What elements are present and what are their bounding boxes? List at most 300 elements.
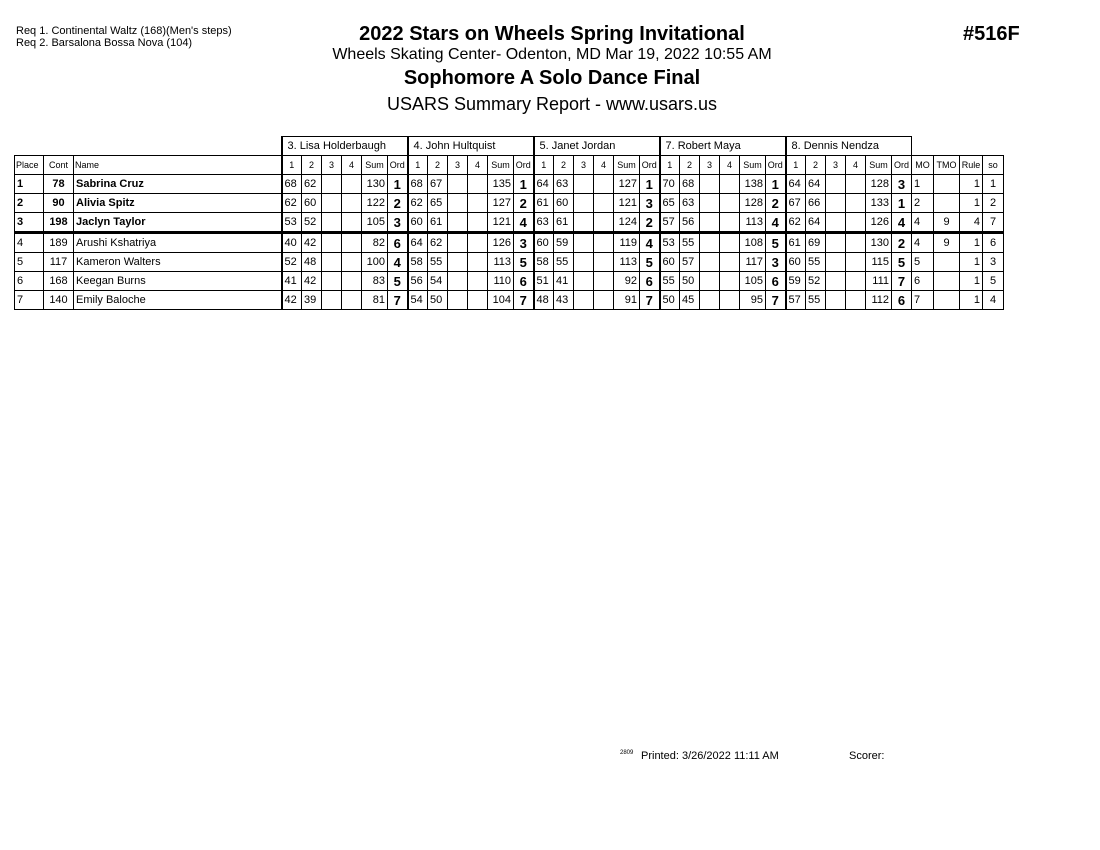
score-1-cell: 52 [282, 253, 302, 272]
name-cell: Keegan Burns [74, 272, 282, 291]
ord-cell: 2 [640, 213, 660, 233]
score-4-cell [342, 291, 362, 310]
ord-cell: 4 [514, 213, 534, 233]
sum-cell: 105 [740, 272, 766, 291]
rule-cell: 1 [960, 272, 983, 291]
name-header: Name [74, 156, 282, 175]
ord-header: Ord [388, 156, 408, 175]
judge-name: 8. Dennis Nendza [786, 137, 912, 156]
event-name: Sophomore A Solo Dance Final [403, 67, 701, 89]
score-4-cell [720, 253, 740, 272]
score-header: 2 [680, 156, 700, 175]
score-3-cell [826, 253, 846, 272]
cont-cell: 168 [44, 272, 74, 291]
score-2-cell: 41 [554, 272, 574, 291]
table-row [15, 233, 1004, 253]
score-3-cell [700, 291, 720, 310]
score-1-cell: 70 [660, 175, 680, 194]
ord-cell: 5 [388, 272, 408, 291]
event-number: #516F [963, 23, 1020, 45]
score-2-cell: 55 [554, 253, 574, 272]
sum-cell: 92 [614, 272, 640, 291]
ord-cell: 6 [514, 272, 534, 291]
sum-cell: 105 [362, 213, 388, 233]
printed-timestamp: Printed: 3/26/2022 11:11 AM [641, 750, 779, 762]
score-4-cell [720, 233, 740, 253]
tmo-cell: 9 [934, 233, 960, 253]
score-2-cell: 50 [428, 291, 448, 310]
sum-cell: 112 [866, 291, 892, 310]
score-1-cell: 60 [786, 253, 806, 272]
sum-cell: 115 [866, 253, 892, 272]
score-4-cell [594, 272, 614, 291]
table-row [15, 272, 1004, 291]
score-2-cell: 54 [428, 272, 448, 291]
score-2-cell: 64 [806, 175, 826, 194]
place-cell: 3 [15, 213, 44, 233]
score-2-cell: 55 [806, 253, 826, 272]
score-4-cell [468, 175, 488, 194]
sum-cell: 126 [488, 233, 514, 253]
mo-cell: 1 [912, 175, 934, 194]
score-1-cell: 54 [408, 291, 428, 310]
requirement-1: Req 1. Continental Waltz (168)(Men's steps) [16, 25, 232, 37]
sum-header: Sum [488, 156, 514, 175]
sum-cell: 133 [866, 194, 892, 213]
score-3-cell [700, 272, 720, 291]
ord-cell: 1 [892, 194, 912, 213]
sum-header: Sum [614, 156, 640, 175]
score-3-cell [826, 213, 846, 233]
score-2-cell: 60 [302, 194, 322, 213]
score-header: 2 [554, 156, 574, 175]
requirement-2: Req 2. Barsalona Bossa Nova (104) [16, 37, 193, 49]
tmo-header: TMO [934, 156, 960, 175]
score-2-cell: 50 [680, 272, 700, 291]
score-header: 3 [448, 156, 468, 175]
judge-name: 3. Lisa Holderbaugh [282, 137, 408, 156]
score-1-cell: 64 [408, 233, 428, 253]
ord-header: Ord [766, 156, 786, 175]
score-3-cell [448, 233, 468, 253]
score-2-cell: 42 [302, 233, 322, 253]
tmo-cell: 9 [934, 213, 960, 233]
score-4-cell [720, 213, 740, 233]
name-cell: Sabrina Cruz [74, 175, 282, 194]
tmo-cell [934, 272, 960, 291]
score-1-cell: 59 [786, 272, 806, 291]
tmo-cell [934, 175, 960, 194]
score-2-cell: 66 [806, 194, 826, 213]
score-1-cell: 62 [282, 194, 302, 213]
ord-cell: 4 [892, 213, 912, 233]
score-4-cell [846, 233, 866, 253]
requirements-list [16, 25, 232, 49]
cont-cell: 90 [44, 194, 74, 213]
sum-cell: 83 [362, 272, 388, 291]
score-1-cell: 48 [534, 291, 554, 310]
score-4-cell [846, 291, 866, 310]
score-1-cell: 41 [282, 272, 302, 291]
sum-cell: 130 [866, 233, 892, 253]
score-2-cell: 43 [554, 291, 574, 310]
score-2-cell: 65 [428, 194, 448, 213]
score-2-cell: 55 [806, 291, 826, 310]
report-name: USARS Summary Report - www.usars.us [386, 94, 718, 114]
score-3-cell [322, 213, 342, 233]
ord-header: Ord [514, 156, 534, 175]
score-header: 4 [342, 156, 362, 175]
ord-cell: 7 [892, 272, 912, 291]
sum-cell: 138 [740, 175, 766, 194]
ord-cell: 6 [766, 272, 786, 291]
table-row [15, 175, 1004, 194]
judge-name: 7. Robert Maya [660, 137, 786, 156]
score-4-cell [342, 233, 362, 253]
score-4-cell [594, 213, 614, 233]
ord-cell: 5 [514, 253, 534, 272]
ord-cell: 6 [388, 233, 408, 253]
score-1-cell: 68 [282, 175, 302, 194]
score-3-cell [826, 175, 846, 194]
report-header [300, 22, 804, 115]
score-1-cell: 60 [660, 253, 680, 272]
score-header: 2 [428, 156, 448, 175]
report-code: 2809 [620, 750, 634, 756]
score-3-cell [322, 175, 342, 194]
score-3-cell [826, 233, 846, 253]
score-1-cell: 53 [282, 213, 302, 233]
score-3-cell [700, 175, 720, 194]
place-cell: 4 [15, 233, 44, 253]
tmo-cell [934, 291, 960, 310]
ord-cell: 6 [640, 272, 660, 291]
score-3-cell [700, 253, 720, 272]
score-3-cell [448, 291, 468, 310]
score-4-cell [846, 213, 866, 233]
ord-cell: 4 [388, 253, 408, 272]
score-3-cell [574, 253, 594, 272]
score-3-cell [322, 233, 342, 253]
ord-cell: 7 [388, 291, 408, 310]
sum-cell: 126 [866, 213, 892, 233]
score-4-cell [594, 233, 614, 253]
score-3-cell [448, 175, 468, 194]
ord-cell: 3 [514, 233, 534, 253]
ord-cell: 3 [388, 213, 408, 233]
score-4-cell [342, 213, 362, 233]
sum-cell: 121 [488, 213, 514, 233]
score-2-cell: 55 [680, 233, 700, 253]
score-1-cell: 62 [786, 213, 806, 233]
score-3-cell [322, 291, 342, 310]
table-row [15, 194, 1004, 213]
score-1-cell: 67 [786, 194, 806, 213]
name-cell: Alivia Spitz [74, 194, 282, 213]
location-date: Wheels Skating Center- Odenton, MD Mar 19, 2022 10:55 AM [332, 46, 772, 63]
mo-cell: 6 [912, 272, 934, 291]
score-4-cell [594, 194, 614, 213]
score-4-cell [342, 194, 362, 213]
mo-cell: 4 [912, 233, 934, 253]
score-3-cell [700, 233, 720, 253]
ord-cell: 4 [640, 233, 660, 253]
ord-cell: 2 [388, 194, 408, 213]
sum-header: Sum [740, 156, 766, 175]
sum-cell: 108 [740, 233, 766, 253]
score-3-cell [574, 291, 594, 310]
score-header: 2 [806, 156, 826, 175]
score-1-cell: 58 [408, 253, 428, 272]
score-4-cell [846, 272, 866, 291]
score-1-cell: 51 [534, 272, 554, 291]
score-1-cell: 57 [786, 291, 806, 310]
so-cell: 7 [983, 213, 1004, 233]
score-2-cell: 60 [554, 194, 574, 213]
cont-cell: 117 [44, 253, 74, 272]
score-header: 4 [594, 156, 614, 175]
score-1-cell: 57 [660, 213, 680, 233]
score-1-cell: 50 [660, 291, 680, 310]
score-header: 1 [408, 156, 428, 175]
cont-header: Cont [44, 156, 74, 175]
rule-cell: 4 [960, 213, 983, 233]
name-cell: Emily Baloche [74, 291, 282, 310]
score-1-cell: 62 [408, 194, 428, 213]
score-header: 1 [786, 156, 806, 175]
score-header: 1 [282, 156, 302, 175]
so-cell: 5 [983, 272, 1004, 291]
score-header: 3 [322, 156, 342, 175]
score-1-cell: 55 [660, 272, 680, 291]
score-4-cell [342, 175, 362, 194]
rule-cell: 1 [960, 175, 983, 194]
score-4-cell [468, 272, 488, 291]
competition-title: 2022 Stars on Wheels Spring Invitational [359, 23, 745, 45]
score-header: 1 [534, 156, 554, 175]
score-2-cell: 57 [680, 253, 700, 272]
score-4-cell [594, 253, 614, 272]
score-4-cell [846, 194, 866, 213]
name-cell: Jaclyn Taylor [74, 213, 282, 233]
score-4-cell [720, 272, 740, 291]
score-3-cell [322, 253, 342, 272]
score-2-cell: 63 [680, 194, 700, 213]
score-3-cell [574, 272, 594, 291]
score-4-cell [594, 291, 614, 310]
score-4-cell [594, 175, 614, 194]
ord-cell: 1 [388, 175, 408, 194]
cont-cell: 198 [44, 213, 74, 233]
ord-header: Ord [892, 156, 912, 175]
score-2-cell: 45 [680, 291, 700, 310]
place-cell: 1 [15, 175, 44, 194]
place-cell: 6 [15, 272, 44, 291]
scorer-label: Scorer: [849, 750, 885, 762]
score-header: 4 [468, 156, 488, 175]
score-3-cell [322, 272, 342, 291]
ord-cell: 3 [766, 253, 786, 272]
tmo-cell [934, 194, 960, 213]
so-header: so [983, 156, 1004, 175]
score-2-cell: 62 [302, 175, 322, 194]
score-header: 3 [700, 156, 720, 175]
judges-header-row [15, 137, 1004, 156]
place-cell: 2 [15, 194, 44, 213]
place-header: Place [15, 156, 44, 175]
mo-header: MO [912, 156, 934, 175]
place-cell: 7 [15, 291, 44, 310]
so-cell: 4 [983, 291, 1004, 310]
score-3-cell [448, 213, 468, 233]
name-cell: Arushi Kshatriya [74, 233, 282, 253]
sum-cell: 82 [362, 233, 388, 253]
score-2-cell: 59 [554, 233, 574, 253]
ord-cell: 2 [514, 194, 534, 213]
ord-cell: 7 [514, 291, 534, 310]
score-3-cell [574, 233, 594, 253]
score-1-cell: 60 [408, 213, 428, 233]
judge-name: 4. John Hultquist [408, 137, 534, 156]
judge-name: 5. Janet Jordan [534, 137, 660, 156]
score-header: 4 [846, 156, 866, 175]
ord-cell: 1 [766, 175, 786, 194]
score-4-cell [846, 253, 866, 272]
so-cell: 6 [983, 233, 1004, 253]
score-header: 1 [660, 156, 680, 175]
rule-cell: 1 [960, 253, 983, 272]
cont-cell: 189 [44, 233, 74, 253]
sum-cell: 95 [740, 291, 766, 310]
sum-cell: 111 [866, 272, 892, 291]
sum-cell: 121 [614, 194, 640, 213]
score-2-cell: 39 [302, 291, 322, 310]
sum-cell: 130 [362, 175, 388, 194]
score-1-cell: 64 [786, 175, 806, 194]
score-4-cell [342, 272, 362, 291]
cont-cell: 140 [44, 291, 74, 310]
score-3-cell [574, 175, 594, 194]
table-row [15, 253, 1004, 272]
score-1-cell: 64 [534, 175, 554, 194]
score-header: 4 [720, 156, 740, 175]
score-3-cell [448, 272, 468, 291]
ord-cell: 5 [892, 253, 912, 272]
score-2-cell: 52 [806, 272, 826, 291]
score-2-cell: 55 [428, 253, 448, 272]
mo-cell: 2 [912, 194, 934, 213]
score-2-cell: 67 [428, 175, 448, 194]
cont-cell: 78 [44, 175, 74, 194]
mo-cell: 4 [912, 213, 934, 233]
ord-cell: 7 [640, 291, 660, 310]
so-cell: 1 [983, 175, 1004, 194]
so-cell: 2 [983, 194, 1004, 213]
sum-cell: 104 [488, 291, 514, 310]
score-3-cell [574, 194, 594, 213]
sum-cell: 100 [362, 253, 388, 272]
score-1-cell: 68 [408, 175, 428, 194]
score-4-cell [468, 291, 488, 310]
sum-cell: 81 [362, 291, 388, 310]
score-1-cell: 42 [282, 291, 302, 310]
score-2-cell: 56 [680, 213, 700, 233]
score-1-cell: 65 [660, 194, 680, 213]
sum-cell: 127 [614, 175, 640, 194]
sum-cell: 135 [488, 175, 514, 194]
score-header: 3 [826, 156, 846, 175]
sum-cell: 113 [740, 213, 766, 233]
score-1-cell: 63 [534, 213, 554, 233]
table-row [15, 291, 1004, 310]
sum-cell: 113 [488, 253, 514, 272]
score-4-cell [468, 233, 488, 253]
rule-header: Rule [960, 156, 983, 175]
score-3-cell [574, 213, 594, 233]
so-cell: 3 [983, 253, 1004, 272]
score-2-cell: 48 [302, 253, 322, 272]
score-1-cell: 61 [534, 194, 554, 213]
ord-cell: 6 [892, 291, 912, 310]
ord-cell: 5 [766, 233, 786, 253]
sum-header: Sum [866, 156, 892, 175]
score-4-cell [468, 194, 488, 213]
score-1-cell: 40 [282, 233, 302, 253]
score-3-cell [700, 194, 720, 213]
score-2-cell: 52 [302, 213, 322, 233]
ord-cell: 5 [640, 253, 660, 272]
ord-cell: 7 [766, 291, 786, 310]
mo-cell: 7 [912, 291, 934, 310]
score-4-cell [468, 253, 488, 272]
score-3-cell [826, 194, 846, 213]
ord-cell: 2 [892, 233, 912, 253]
score-1-cell: 61 [786, 233, 806, 253]
sum-cell: 124 [614, 213, 640, 233]
ord-cell: 3 [640, 194, 660, 213]
score-4-cell [342, 253, 362, 272]
score-2-cell: 63 [554, 175, 574, 194]
sum-cell: 91 [614, 291, 640, 310]
mo-cell: 5 [912, 253, 934, 272]
score-3-cell [700, 213, 720, 233]
name-cell: Kameron Walters [74, 253, 282, 272]
sum-cell: 113 [614, 253, 640, 272]
sum-header: Sum [362, 156, 388, 175]
sum-cell: 128 [866, 175, 892, 194]
score-3-cell [448, 194, 468, 213]
rule-cell: 1 [960, 233, 983, 253]
sum-cell: 119 [614, 233, 640, 253]
score-2-cell: 62 [428, 233, 448, 253]
score-2-cell: 68 [680, 175, 700, 194]
ord-cell: 4 [766, 213, 786, 233]
score-1-cell: 53 [660, 233, 680, 253]
score-1-cell: 60 [534, 233, 554, 253]
table-row [15, 213, 1004, 233]
score-2-cell: 42 [302, 272, 322, 291]
score-2-cell: 61 [428, 213, 448, 233]
score-header: 2 [302, 156, 322, 175]
ord-cell: 1 [514, 175, 534, 194]
sum-cell: 122 [362, 194, 388, 213]
place-cell: 5 [15, 253, 44, 272]
column-header-row [15, 156, 1004, 175]
score-4-cell [468, 213, 488, 233]
tmo-cell [934, 253, 960, 272]
score-4-cell [846, 175, 866, 194]
sum-cell: 128 [740, 194, 766, 213]
